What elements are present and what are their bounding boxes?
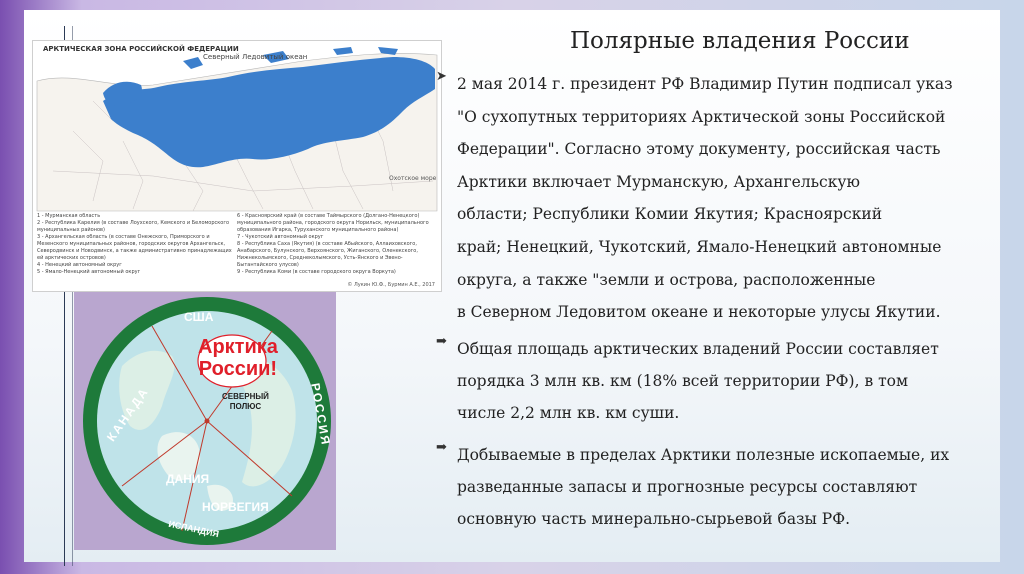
legend-item: 2 - Республика Карелия (в составе Лоухского, Кемского и Беломорского муниципальных районов) — [37, 220, 230, 233]
text-line: округа, а также "земли и острова, расположенные — [457, 270, 876, 289]
arctic-zone-map — [32, 40, 442, 292]
map-credit: © Лукин Ю.Ф., Бурмин А.Е., 2017 — [347, 282, 435, 288]
north-pole-label-line: ПОЛЮС — [229, 402, 262, 411]
arctic-headline-line: России! — [198, 358, 278, 380]
content-text — [432, 68, 984, 535]
text-line: "О сухопутных территориях Арктической зоны Российской — [457, 107, 946, 126]
text-line: 2 мая 2014 г. президент РФ Владимир Путин подписал указ — [457, 75, 953, 93]
page-title: Полярные владения России — [570, 28, 910, 54]
map-legend — [37, 213, 437, 287]
legend-column-right — [237, 213, 433, 276]
arrow-bullet-icon: ➤ — [436, 69, 447, 84]
legend-item: 7 - Чукотский автономный округ — [237, 234, 324, 240]
text-line: области; Республики Комии Якутия; Красноярский — [457, 205, 883, 224]
text-line: в Северном Ледовитом океане и некоторые улусы Якутии. — [457, 303, 941, 322]
paragraph — [432, 439, 984, 535]
text-line: Общая площадь арктических владений России составляет — [457, 339, 939, 358]
sea-label: Охотское море — [389, 175, 437, 182]
legend-column-left — [37, 213, 233, 276]
arrow-bullet-icon: ➡ — [436, 439, 447, 455]
text-line: Добываемые в пределах Арктики полезные ископаемые, их — [457, 445, 950, 464]
text-line: Арктики включает Мурманскую, Архангельскую — [457, 172, 861, 191]
legend-item: 4 - Ненецкий автономный округ — [37, 262, 122, 268]
arctic-headline — [198, 336, 278, 380]
country-label-canada: КАНАДА — [104, 384, 152, 445]
text-line: Федерации". Согласно этому документу, российская часть — [457, 140, 941, 159]
text-line: разведанные запасы и прогнозные ресурсы составляют — [457, 477, 918, 496]
legend-item: 6 - Красноярский край (в составе Таймырского (Долгано-Ненецкого) муниципального района, городского округа Норильск, муниципального образования Игарка, Туруханского муниципального района) — [237, 213, 429, 233]
legend-item: 3 - Архангельская область (в составе Онежского, Приморского и Мезенского муниципальных районов, городских округов Архангельск, Северодвинск и Новодвинск, а также административно принадлежащих ей арктических островов) — [37, 234, 232, 261]
country-label-usa: США — [184, 310, 214, 324]
legend-item: 5 - Ямало-Ненецкий автономный округ — [37, 269, 141, 275]
text-line: порядка 3 млн кв. км (18% всей территории РФ), в том — [457, 371, 909, 390]
text-line: край; Ненецкий, Чукотский, Ямало-Ненецкий автономные — [457, 237, 942, 256]
map-title: АРКТИЧЕСКАЯ ЗОНА РОССИЙСКОЙ ФЕДЕРАЦИИ — [43, 45, 239, 53]
north-pole-label-line: СЕВЕРНЫЙ — [222, 392, 269, 401]
legend-item: 8 - Республика Саха (Якутия) (в составе Абыйского, Аллаиховского, Анабарского, Булунского, Верхоянского, Жиганского, Оленекского, Нижнеколымского, Среднеколымского, Усть-Янского и Эвено-Бытантайского улусов) — [237, 241, 418, 268]
arctic-globe — [82, 296, 332, 546]
north-pole-label — [222, 392, 269, 412]
arctic-globe-panel — [74, 292, 336, 550]
text-line: числе 2,2 млн кв. км суши. — [457, 403, 680, 422]
legend-item: 9 - Республика Коми (в составе городского округа Воркута) — [237, 269, 396, 275]
country-label-iceland: ИСЛАНДИЯ — [167, 518, 220, 540]
arctic-headline-line: Арктика — [198, 336, 278, 358]
paragraph — [432, 68, 984, 329]
country-label-russia: РОССИЯ — [308, 382, 334, 448]
country-label-norway: НОРВЕГИЯ — [202, 500, 269, 514]
country-label-denmark: ДАНИЯ — [166, 472, 210, 486]
paragraph — [432, 333, 984, 429]
legend-item: 1 - Мурманская область — [37, 213, 101, 219]
ocean-label: Северный Ледовитый океан — [203, 53, 308, 61]
text-line: основную часть минерально-сырьевой базы РФ. — [457, 509, 851, 528]
arrow-bullet-icon: ➡ — [436, 333, 447, 349]
